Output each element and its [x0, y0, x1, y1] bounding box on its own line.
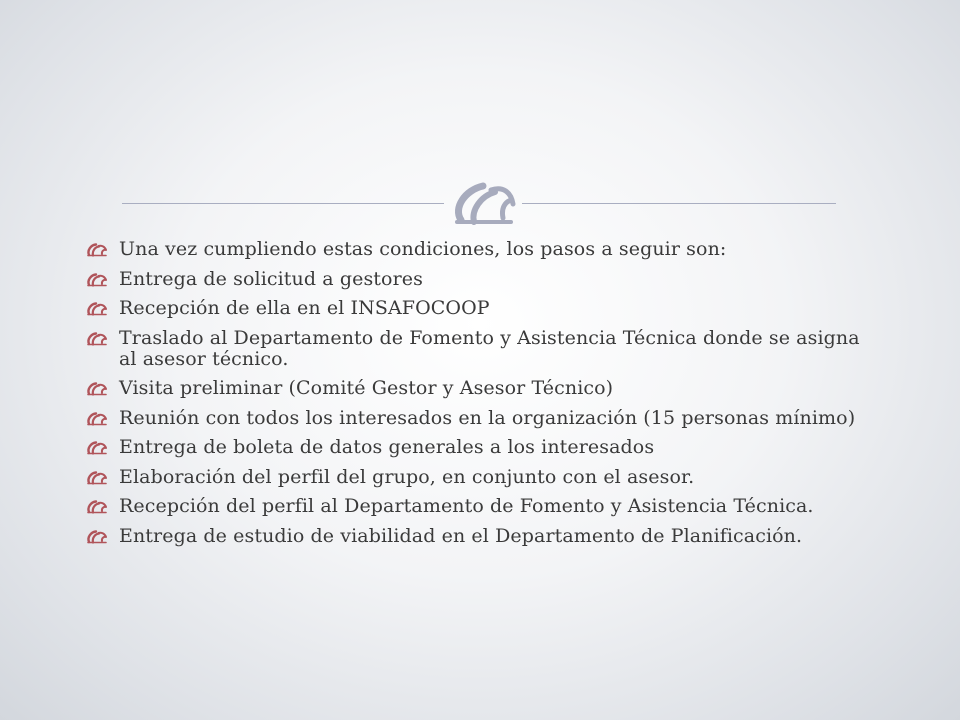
bullet-text: Entrega de boleta de datos generales a los interesados	[119, 436, 655, 458]
scroll-bullet-icon	[86, 243, 108, 257]
bullet-text: Entrega de estudio de viabilidad en el Departamento de Planificación.	[119, 524, 803, 547]
title-rule-left	[122, 203, 444, 204]
scroll-bullet-icon	[86, 471, 108, 485]
bullet-item	[86, 328, 876, 370]
bullet-item	[86, 298, 876, 319]
bullet-text: Entrega de solicitud a gestores	[119, 267, 423, 290]
ornament-icon	[447, 178, 519, 228]
title-rule-right	[522, 203, 836, 204]
bullet-text: Recepción del perfil al Departamento de Fomento y Asistencia Técnica.	[119, 495, 814, 517]
bullet-text: Recepción de ella en el INSAFOCOOP	[119, 297, 490, 319]
scroll-bullet-icon	[86, 412, 108, 426]
scroll-bullet-icon	[86, 500, 108, 514]
scroll-bullet-icon	[86, 441, 108, 455]
bullet-text: Visita preliminar (Comité Gestor y Asesor Técnico)	[119, 377, 614, 399]
bullet-text: Reunión con todos los interesados en la organización (15 personas mínimo)	[119, 406, 856, 429]
bullet-item	[86, 378, 876, 399]
bullet-text: Elaboración del perfil del grupo, en conjunto con el asesor.	[119, 465, 695, 488]
scroll-bullet-icon	[86, 332, 108, 346]
bullet-item	[86, 467, 876, 488]
scroll-bullet-icon	[86, 302, 108, 316]
bullet-item	[86, 239, 876, 260]
bullet-text: Una vez cumpliendo estas condiciones, los pasos a seguir son:	[119, 238, 727, 260]
bullet-item	[86, 437, 876, 458]
bullet-list	[86, 239, 876, 555]
bullet-text: Traslado al Departamento de Fomento y Asistencia Técnica donde se asigna al asesor técnico.	[119, 326, 860, 370]
bullet-item	[86, 496, 876, 517]
bullet-item	[86, 408, 876, 429]
scroll-bullet-icon	[86, 273, 108, 287]
scroll-bullet-icon	[86, 382, 108, 396]
bullet-item	[86, 526, 876, 547]
bullet-item	[86, 269, 876, 290]
scroll-bullet-icon	[86, 530, 108, 544]
